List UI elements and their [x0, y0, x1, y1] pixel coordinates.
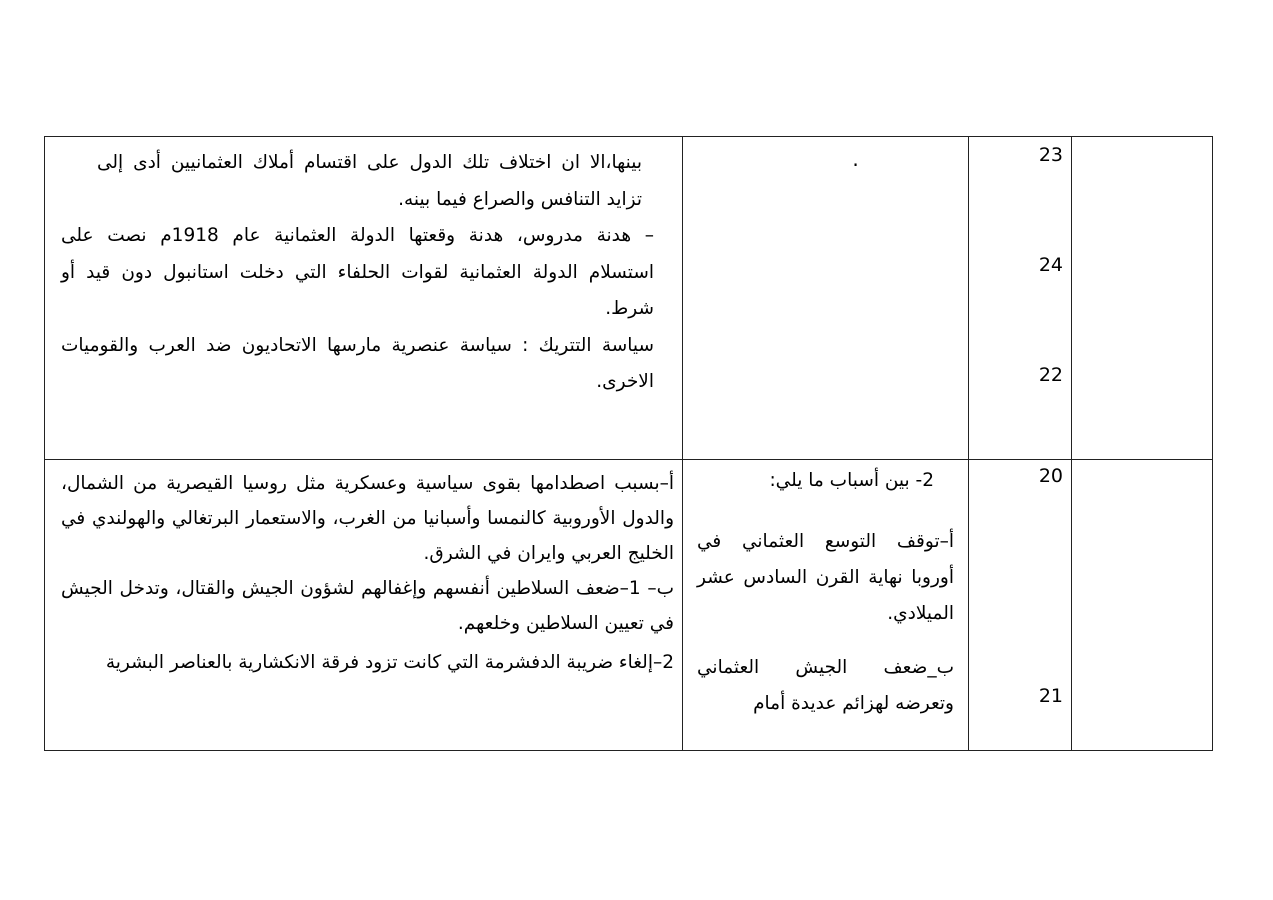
answer-line: تزايد التنافس والصراع فيما بينه.: [398, 188, 642, 210]
page-number: 24: [1038, 254, 1063, 276]
answer-cell: [45, 460, 683, 751]
answer-cell: [45, 137, 683, 460]
answer-line: بينها،الا ان اختلاف تلك الدول على اقتسام أملاك العثمانيين أدى إلى: [97, 152, 642, 173]
answer-line: استسلام الدولة العثمانية لقوات الحلفاء التي دخلت استانبول دون قيد أو: [61, 261, 654, 283]
answer-line: سياسة التتريك : سياسة عنصرية مارسها الاتحاديون ضد العرب والقوميات: [61, 334, 654, 356]
question-text: [683, 460, 968, 722]
page-numbers-cell: [969, 460, 1072, 751]
question-title: 2- بين أسباب ما يلي:: [769, 470, 934, 491]
question-text: .: [852, 147, 859, 171]
blank-cell: [1072, 460, 1213, 751]
answer-line: – هدنة مدروس، هدنة وقعتها الدولة العثمانية عام 1918م نصت على: [61, 225, 655, 246]
answer-paragraph: 2–إلغاء ضريبة الدفشرمة التي كانت تزود فرقة الانكشارية بالعناصر البشرية: [105, 652, 674, 673]
answer-paragraph: أ–بسبب اصطدامها بقوى سياسية وعسكرية مثل روسيا القيصرية من الشمال، والدول الأوروبية كالنمسا وأسبانيا من الغرب، والاستعمار البرتغالي والهولندي في الخليج العربي وايران في الشرق.: [61, 473, 674, 564]
page-number: 21: [1038, 685, 1063, 707]
table-row: [45, 460, 1213, 751]
question-item-a: أ–توقف التوسع العثماني في أوروبا نهاية القرن السادس عشر الميلادي.: [697, 531, 954, 624]
question-item-b: ب_ضعف الجيش العثماني وتعرضه لهزائم عديدة أمام: [697, 657, 954, 714]
answer-line: الاخرى.: [596, 371, 654, 392]
question-cell: [683, 460, 969, 751]
blank-cell: [1072, 137, 1213, 460]
table-row: [45, 137, 1213, 460]
answer-paragraph: ب– 1–ضعف السلاطين أنفسهم وإغفالهم لشؤون الجيش والقتال، وتدخل الجيش في تعيين السلاطين وخلعهم.: [61, 578, 674, 634]
page-number: 22: [1038, 364, 1063, 386]
answer-text: [45, 460, 682, 680]
answer-line: شرط.: [605, 298, 654, 319]
page-number: 20: [1038, 465, 1063, 487]
page-numbers-cell: [969, 137, 1072, 460]
question-cell: [683, 137, 969, 460]
answers-table: [44, 136, 1213, 751]
answer-text: [45, 137, 682, 401]
page-number: 23: [1038, 144, 1063, 166]
